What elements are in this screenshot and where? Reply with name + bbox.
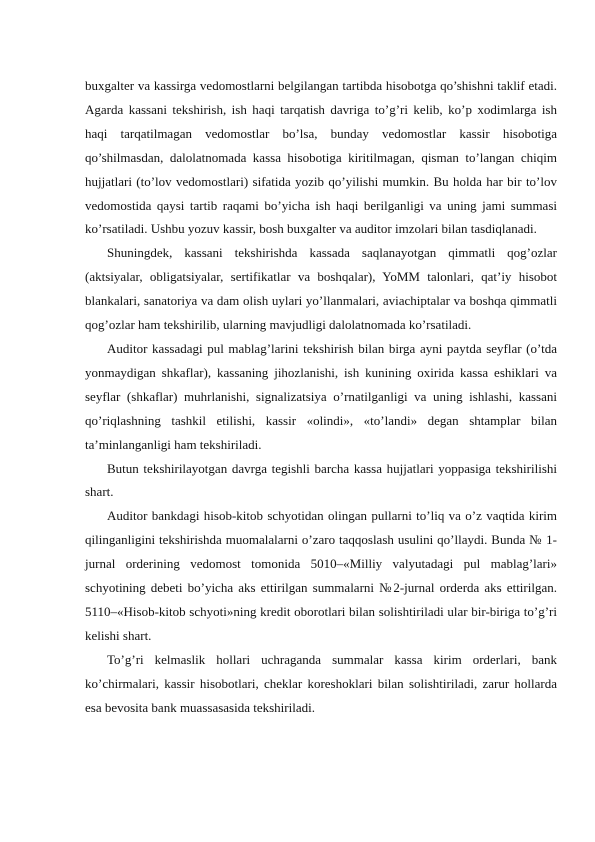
- paragraph-bank-comparison: Auditor bankdagi hisob-kitob schyotidan olingan pullarni to’liq va o’z vaqtida kirim qilinganligini tekshirishda muomalalarni o’zaro taqqoslash usulini qo’llaydi. Bunda № 1-jurnal orderining vedomost tomonida 5010–«Milliy valyutadagi pul mablag’lari» schyotining debeti bo’yicha aks ettirilgan summalarni №2-jurnal orderda aks ettirilgan. 5110–«Hisob-kitob schyoti»ning kredit oborotlari bilan solishtiriladi ular bir-biriga to’g’ri kelishi shart.: [85, 508, 557, 643]
- paragraph-continuation: buxgalter va kassirga vedomostlarni belgilangan tartibda hisobotga qo’shishni taklif etadi. Agarda kassani tekshirish, ish haqi tarqatish davriga to’g’ri kelib, ko’p xodimlarga ish haqi tarqatilmagan vedomostlar bo’lsa, bunday vedomostlar kassir hisobotiga qo’shilmasdan, dalolatnomada kassa hisobotiga kiritilmagan, qisman to’langan chiqim hujjatlari (to’lov vedomostlari) sifatida yozib qo’yilishi mumkin. Bu holda har bir to’lov vedomostida qaysi tartib raqami bo’yicha ish haqi berilganligi va uning jami summasi ko’rsatiladi. Ushbu yozuv kassir, bosh buxgalter va auditor imzolari bilan tasdiqlanadi.: [85, 78, 557, 237]
- paragraph-discrepancies: To’g’ri kelmaslik hollari uchraganda summalar kassa kirim orderlari, bank ko’chirmalari, kassir hisobotlari, cheklar koreshoklari bilan solishtiriladi, zarur hollarda esa bevosita bank muassasasida tekshiriladi.: [85, 651, 557, 715]
- paragraph-securities-check: Shuningdek, kassani tekshirishda kassada saqlanayotgan qimmatli qog’ozlar (aktsiyalar, obligatsiyalar, sertifikatlar va boshqalar), YoMM talonlari, qat’iy hisobot blankalari, sanatoriya va dam olish uylari yo’llanmalari, aviachiptalar va boshqa qimmatli qog’ozlar ham tekshirilib, ularning mavjudligi dalolatnomada ko’rsatiladi.: [85, 245, 557, 333]
- document-page: [85, 74, 557, 719]
- paragraph-safes-check: Auditor kassadagi pul mablag’larini tekshirish bilan birga ayni paytda seyflar (o’tda yonmaydigan shkaflar), kassaning jihozlanishi, ish kunining oxirida kassa eshiklari va seyflar (shkaflar) muhrlanishi, signalizatsiya o’rnatilganligi va uning ishlashi, kassani qo’riqlashning tashkil etilishi, kassir «olindi», «to’landi» degan shtamplar bilan ta’minlanganligi ham tekshiriladi.: [85, 340, 557, 452]
- paragraph-all-documents: Butun tekshirilayotgan davrga tegishli barcha kassa hujjatlari yoppasiga tekshirilishi shart.: [85, 460, 557, 500]
